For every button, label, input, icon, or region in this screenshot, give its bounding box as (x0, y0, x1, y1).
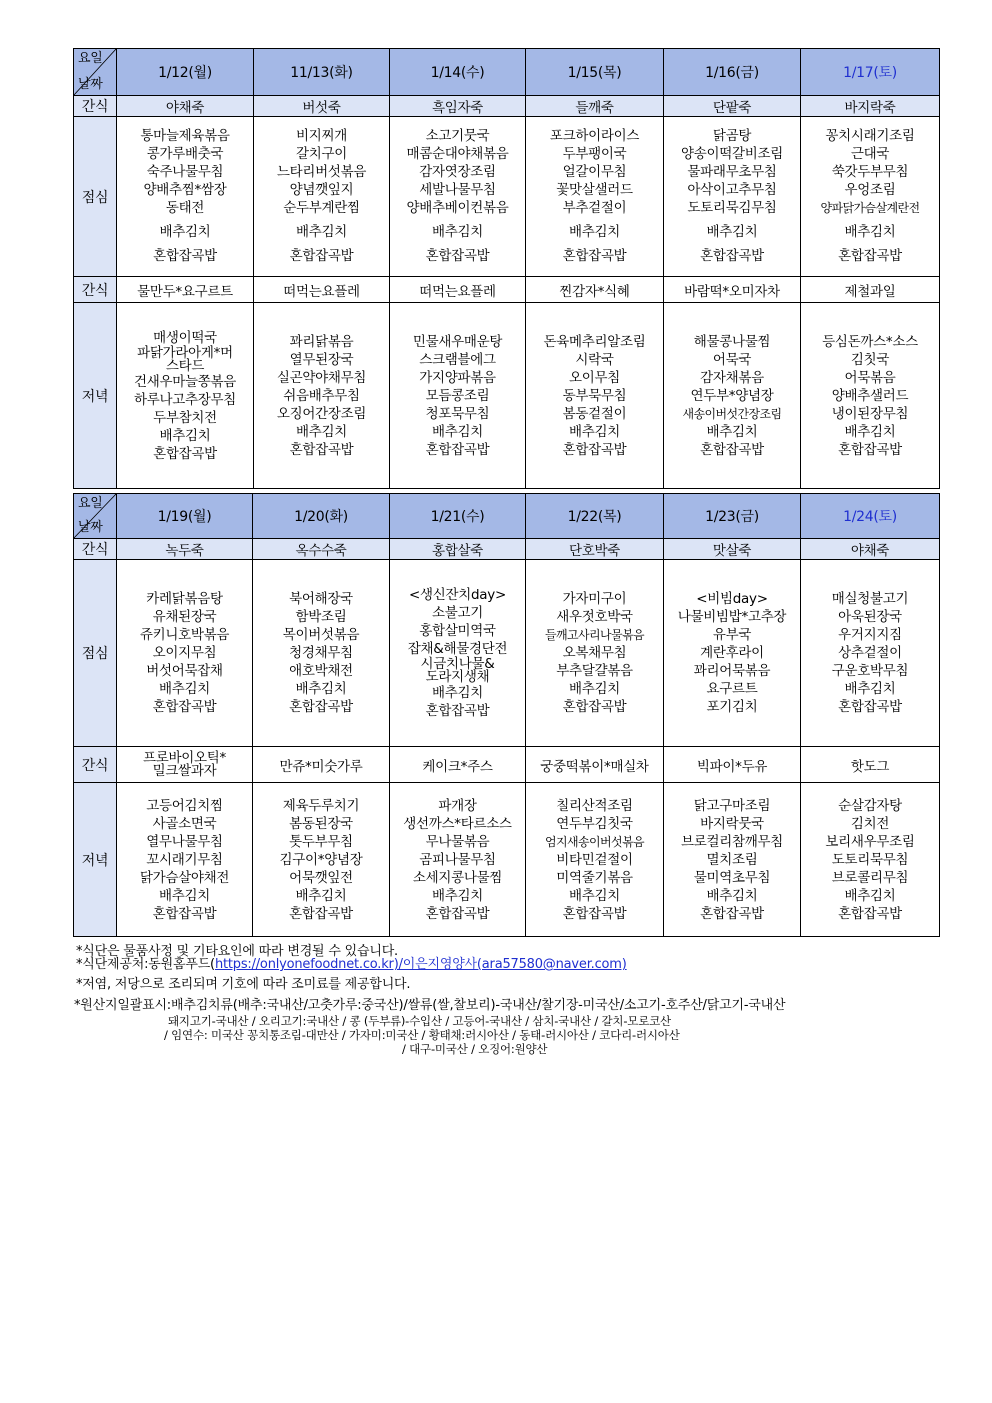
pm-snack-cell: 찐감자*식혜 (526, 277, 664, 303)
note-origin: *원산지일괄표시:배추김치류(배추:국내산/고춧가루:중국산)/쌀류(쌀,찰보리)-국내산/찰기장-미국산/소고기-호주산/닭고기-국내산 (74, 998, 786, 1013)
pm-snack-row (74, 277, 940, 303)
am-snack-cell: 야채죽 (117, 96, 254, 117)
pm-snack-cell: 제철과일 (801, 277, 940, 303)
date-header: 11/13(화) (254, 49, 390, 96)
menu-item: 봄동겉절이 (562, 405, 627, 422)
menu-item: 혼합잡곡밥 (153, 445, 217, 462)
menu-table-week-2 (73, 493, 940, 937)
menu-item: 계란후라이 (700, 645, 764, 661)
dinner-cell (117, 783, 253, 937)
menu-item: 혼합잡곡밥 (289, 247, 354, 264)
dinner-cell (526, 783, 664, 937)
menu-item: <생신잔치day> (409, 587, 506, 603)
menu-item: 오이무침 (569, 369, 620, 386)
menu-item: 두부참치전 (153, 409, 217, 426)
menu-item: 어묵깻잎전 (289, 869, 353, 886)
menu-item: 혼합잡곡밥 (562, 905, 627, 922)
menu-item: 매생이떡국 (153, 329, 217, 346)
menu-item: 브로컬리참깨무침 (681, 833, 783, 850)
menu-item: 쑥갓두부무침 (831, 163, 909, 180)
menu-item: 감자채볶음 (700, 369, 764, 386)
date-header-row (74, 494, 940, 539)
menu-item: 동부묵무침 (562, 387, 627, 404)
am-snack-cell: 옥수수죽 (253, 539, 390, 560)
menu-item: 혼합잡곡밥 (289, 905, 353, 922)
date-header-saturday: 1/17(토) (801, 49, 940, 96)
menu-item: 혼합잡곡밥 (152, 905, 217, 922)
menu-item: 양파닭가슴살계란전 (820, 200, 920, 215)
menu-item: 배추김치 (706, 423, 758, 440)
menu-item: 아욱된장국 (838, 609, 902, 625)
menu-item: 실곤약야채무침 (276, 369, 367, 386)
am-snack-cell: 들깨죽 (526, 96, 664, 117)
menu-item: 우거지지짐 (838, 627, 902, 643)
menu-item: 꽈리닭볶음 (289, 333, 354, 350)
menu-item: 열무나물무침 (146, 833, 223, 850)
corner-cell (74, 494, 117, 539)
menu-item: 부추달걀볶음 (556, 663, 633, 679)
lunch-cell (390, 117, 526, 277)
menu-item: 혼합잡곡밥 (153, 247, 217, 264)
menu-item: 북어해장국 (289, 591, 353, 607)
menu-item: 배추김치 (569, 223, 620, 240)
menu-item: 부추겉절이 (562, 199, 627, 216)
menu-item: 혼합잡곡밥 (700, 441, 764, 458)
menu-item: 배추김치 (432, 423, 483, 440)
row-label-snack: 간식 (74, 539, 117, 560)
menu-item: 가지양파볶음 (419, 369, 496, 386)
lunch-cell (253, 560, 390, 747)
menu-item: 소불고기 (432, 605, 483, 621)
date-header-saturday: 1/24(토) (801, 494, 940, 539)
row-label-lunch: 점심 (74, 117, 117, 277)
menu-item: 프로바이오틱*밀크쌀과자 (143, 749, 226, 779)
note-provider-label: *식단제공처:동원홈푸드( (76, 957, 215, 972)
menu-item: 잡채&해물경단전 (407, 641, 508, 657)
menu-item: 배추김치 (569, 681, 620, 697)
dinner-row (74, 303, 940, 489)
menu-item: 도토리묵무침 (831, 851, 909, 868)
date-header: 1/16(금) (664, 49, 801, 96)
footnotes (76, 944, 946, 1056)
date-header: 1/14(수) (390, 49, 526, 96)
menu-item: 갈치구이 (296, 145, 347, 162)
menu-item: 가자미구이 (562, 591, 627, 607)
menu-item: 애호박채전 (289, 663, 353, 679)
menu-item: 모듬콩조림 (425, 387, 490, 404)
menu-item: 청경채무침 (289, 645, 353, 661)
pm-snack-cell: 물만두*요구르트 (117, 277, 254, 303)
menu-item: 새우젓호박국 (556, 609, 633, 625)
menu-item: 연두부김칫국 (556, 815, 633, 832)
menu-item: 혼합잡곡밥 (425, 247, 490, 264)
menu-item: 세발나물무침 (419, 181, 496, 198)
menu-item: 배추김치 (295, 887, 347, 904)
menu-item: 배추김치 (432, 685, 483, 701)
corner-label-date: 날짜 (78, 520, 103, 535)
menu-item: 양송이떡갈비조림 (681, 145, 783, 162)
lunch-cell (801, 117, 940, 277)
menu-item: 혼합잡곡밥 (289, 699, 353, 715)
dinner-cell (253, 783, 390, 937)
menu-item: 고등어김치찜 (146, 797, 223, 814)
menu-item: 매실청불고기 (831, 591, 909, 607)
note-origin-cont: 돼지고기-국내산 / 오리고기:국내산 / 콩 (두부류)-수입산 / 고등어-국내산 / 삼치-국내산 / 갈치-모로코산 (168, 1014, 671, 1028)
menu-item: 생선까스*타르소스 (403, 815, 512, 832)
menu-item: 배추김치 (159, 681, 210, 697)
date-header: 1/20(화) (253, 494, 390, 539)
menu-item: 쥬키니호박볶음 (139, 627, 230, 643)
menu-item: 쉬음배추무침 (283, 387, 360, 404)
dinner-cell (664, 783, 801, 937)
menu-item: 배추김치 (569, 423, 620, 440)
menu-item: 미역줄기볶음 (556, 869, 633, 886)
dinner-cell (526, 303, 664, 489)
lunch-cell (526, 560, 664, 747)
menu-item: 시금치나물&도라지생채 (420, 656, 495, 685)
menu-item: 유채된장국 (152, 609, 217, 625)
menu-item: 혼합잡곡밥 (425, 703, 490, 719)
corner-label-date: 날짜 (78, 77, 103, 92)
date-header-row (74, 49, 940, 96)
menu-item: 새송이버섯간장조림 (682, 406, 782, 421)
menu-item: 혼합잡곡밥 (562, 699, 627, 715)
menu-item: 포기김치 (706, 699, 758, 715)
pm-snack-cell: 핫도그 (801, 747, 940, 783)
corner-label-day: 요일 (78, 51, 103, 66)
menu-item: 바지락뭇국 (700, 815, 764, 832)
menu-item: 연두부*양념장 (690, 387, 774, 404)
date-header: 1/12(월) (117, 49, 254, 96)
menu-item: 김칫국 (850, 351, 890, 368)
menu-item: 매콤순대야채볶음 (406, 145, 509, 162)
menu-item: 순두부계란찜 (283, 199, 360, 216)
menu-item: 어묵볶음 (844, 369, 896, 386)
menu-item: 배추김치 (159, 223, 211, 240)
menu-item: 오이지무침 (152, 645, 217, 661)
menu-item: 배추김치 (844, 423, 896, 440)
menu-item: 근대국 (850, 145, 890, 162)
note-origin-cont: / 대구-미국산 / 오징어:원양산 (402, 1042, 548, 1056)
menu-item: 닭가슴살야채전 (139, 869, 230, 886)
menu-item: 무나물볶음 (425, 833, 490, 850)
menu-item: 꽈리어묵볶음 (693, 663, 771, 679)
menu-item: 꼬시래기무침 (146, 851, 223, 868)
menu-item: 배추김치 (844, 223, 896, 240)
menu-item: 구운호박무침 (831, 663, 909, 679)
menu-item: 어묵국 (712, 351, 752, 368)
corner-label-day: 요일 (78, 496, 103, 511)
menu-table-week-1 (73, 48, 940, 489)
menu-item: 혼합잡곡밥 (562, 441, 627, 458)
menu-item: 배추김치 (159, 427, 211, 444)
menu-item: 돈육메추리알조림 (543, 333, 646, 350)
dinner-cell (117, 303, 254, 489)
am-snack-cell: 홍합살죽 (390, 539, 526, 560)
menu-item: 닭곰탕 (712, 127, 752, 144)
menu-item: 물미역초무침 (693, 869, 771, 886)
menu-item: 함박조림 (295, 609, 347, 625)
menu-item: 열무된장국 (289, 351, 354, 368)
menu-item: 감자엿장조림 (419, 163, 496, 180)
menu-item: 두부팽이국 (562, 145, 627, 162)
row-label-snack: 간식 (74, 747, 117, 783)
menu-item: 요구르트 (706, 681, 758, 697)
pm-snack-cell: 떠먹는요플레 (390, 277, 526, 303)
row-label-snack: 간식 (74, 277, 117, 303)
pm-snack-row (74, 747, 940, 783)
lunch-cell (664, 560, 801, 747)
provider-link[interactable]: https://onlyonefoodnet.co.kr)/이은지영양사(ara57580@naver.com) (214, 957, 627, 972)
menu-item: 배추김치 (432, 223, 483, 240)
menu-item: 청포묵무침 (425, 405, 490, 422)
menu-item: 순살감자탕 (838, 797, 902, 814)
am-snack-row (74, 96, 940, 117)
pm-snack-cell: 케이크*주스 (390, 747, 526, 783)
date-header: 1/19(월) (117, 494, 253, 539)
am-snack-cell: 흑임자죽 (390, 96, 526, 117)
menu-item: 카레닭볶음탕 (146, 591, 223, 607)
am-snack-cell: 버섯죽 (254, 96, 390, 117)
note-menu-change: *식단은 물품사정 및 기타요인에 따라 변경될 수 있습니다. (76, 944, 398, 959)
row-label-dinner: 저녁 (74, 783, 117, 937)
am-snack-cell: 녹두죽 (117, 539, 253, 560)
corner-cell (74, 49, 117, 96)
menu-item: 우엉조림 (844, 181, 896, 198)
menu-item: 사골소면국 (152, 815, 217, 832)
note-origin-cont: / 임연수: 미국산 꽁치통조림-대만산 / 가자미:미국산 / 황태채:러시아산 / 동태-러시아산 / 코다리-러시아산 (164, 1028, 680, 1042)
pm-snack-cell: 빅파이*두유 (664, 747, 801, 783)
menu-item: 꽃맛살샐러드 (556, 181, 633, 198)
lunch-cell (390, 560, 526, 747)
menu-item: 오징어간장조림 (276, 405, 367, 422)
menu-item: 배추김치 (706, 223, 758, 240)
menu-item: 혼합잡곡밥 (838, 699, 902, 715)
menu-item: 양념깻잎지 (289, 181, 354, 198)
menu-item: 동태전 (165, 199, 205, 216)
am-snack-cell: 맛살죽 (664, 539, 801, 560)
row-label-dinner: 저녁 (74, 303, 117, 489)
menu-item: 엄지새송이버섯볶음 (545, 834, 644, 849)
menu-item: 닭고구마조림 (693, 797, 771, 814)
lunch-cell (801, 560, 940, 747)
am-snack-cell: 야채죽 (801, 539, 940, 560)
menu-item: 배추김치 (295, 681, 347, 697)
menu-item: 상추겉절이 (838, 645, 902, 661)
lunch-cell (254, 117, 390, 277)
lunch-row (74, 117, 940, 277)
menu-item: 혼합잡곡밥 (838, 905, 902, 922)
menu-item: 민물새우매운탕 (412, 333, 503, 350)
menu-item: 톳두부무침 (289, 833, 353, 850)
date-header: 1/23(금) (664, 494, 801, 539)
menu-item: 김구이*양념장 (279, 851, 363, 868)
menu-item: 목이버섯볶음 (282, 627, 360, 643)
menu-item: 꽁치시래기조림 (825, 127, 915, 144)
lunch-cell (117, 117, 254, 277)
pm-snack-cell (117, 747, 253, 783)
menu-item: 제육두루치기 (282, 797, 360, 814)
menu-item: 혼합잡곡밥 (152, 699, 217, 715)
am-snack-cell: 바지락죽 (801, 96, 940, 117)
date-header: 1/21(수) (390, 494, 526, 539)
menu-item: 브로콜리무침 (831, 869, 909, 886)
pm-snack-cell: 만쥬*미숫가루 (253, 747, 390, 783)
menu-item: 보리새우무조림 (825, 833, 915, 850)
menu-item: 느타리버섯볶음 (276, 163, 367, 180)
dinner-cell (390, 303, 526, 489)
menu-item: 소고기뭇국 (425, 127, 490, 144)
lunch-cell (664, 117, 801, 277)
pm-snack-cell: 궁중떡볶이*매실차 (526, 747, 664, 783)
menu-item: 혼합잡곡밥 (425, 905, 490, 922)
am-snack-cell: 단팥죽 (664, 96, 801, 117)
menu-item: 건새우마늘쫑볶음 (134, 373, 236, 390)
menu-item: 버섯어묵잡채 (146, 663, 223, 679)
menu-item: 비지찌개 (296, 127, 347, 144)
menu-item: 배추김치 (569, 887, 620, 904)
menu-item: 소세지콩나물찜 (412, 869, 503, 886)
row-label-snack: 간식 (74, 96, 117, 117)
menu-item: <비빔day> (696, 591, 768, 607)
menu-item: 들깨고사리나물볶음 (545, 628, 644, 642)
menu-item: 도토리묵김무침 (687, 199, 777, 216)
menu-item: 아삭이고추무침 (687, 181, 777, 198)
menu-item: 혼합잡곡밥 (425, 441, 490, 458)
menu-item: 스크램블에그 (419, 351, 496, 368)
menu-item: 해물콩나물찜 (693, 333, 771, 350)
menu-item: 양배추찜*쌈장 (143, 181, 227, 198)
menu-item: 홍합살미역국 (419, 623, 496, 639)
dinner-cell (664, 303, 801, 489)
menu-item: 배추김치 (844, 681, 896, 697)
menu-item: 등심돈까스*소스 (822, 333, 918, 350)
menu-item: 칠리산적조림 (556, 797, 633, 814)
menu-item: 통마늘제육볶음 (140, 127, 230, 144)
pm-snack-cell: 떠먹는요플레 (254, 277, 390, 303)
menu-item: 파닭가라아게*머스타드 (137, 344, 233, 374)
pm-snack-cell: 바람떡*오미자차 (664, 277, 801, 303)
menu-item: 얼갈이무침 (562, 163, 627, 180)
menu-item: 곰피나물무침 (419, 851, 496, 868)
menu-item: 혼합잡곡밥 (700, 247, 764, 264)
menu-item: 비타민겉절이 (556, 851, 633, 868)
am-snack-cell: 단호박죽 (526, 539, 664, 560)
menu-item: 혼합잡곡밥 (838, 247, 902, 264)
dinner-cell (254, 303, 390, 489)
menu-item: 나물비빔밥*고추장 (677, 609, 787, 625)
menu-item: 김치전 (850, 815, 890, 832)
lunch-cell (117, 560, 253, 747)
menu-item: 양배추샐러드 (831, 387, 909, 404)
menu-item: 오복채무침 (562, 645, 627, 661)
note-provider (76, 957, 946, 973)
menu-item: 혼합잡곡밥 (838, 441, 902, 458)
menu-item: 배추김치 (844, 887, 896, 904)
menu-item: 콩가루배춧국 (146, 145, 224, 162)
menu-item: 혼합잡곡밥 (700, 905, 764, 922)
menu-item: 하루나고추장무침 (134, 391, 236, 408)
lunch-row (74, 560, 940, 747)
menu-item: 파개장 (438, 797, 477, 814)
note-low-salt: *저염, 저당으로 조리되며 기호에 따라 조미료를 제공합니다. (76, 977, 411, 992)
menu-item: 배추김치 (296, 423, 347, 440)
menu-item: 시락국 (575, 351, 614, 368)
dinner-row (74, 783, 940, 937)
dinner-cell (801, 783, 940, 937)
menu-item: 포크하이라이스 (549, 127, 640, 144)
dinner-cell (801, 303, 940, 489)
row-label-lunch: 점심 (74, 560, 117, 747)
am-snack-row (74, 539, 940, 560)
menu-item: 멸치조림 (706, 851, 758, 868)
date-header: 1/15(목) (526, 49, 664, 96)
menu-item: 유부국 (712, 627, 752, 643)
menu-item: 배추김치 (706, 887, 758, 904)
menu-item: 물파래무초무침 (687, 163, 777, 180)
date-header: 1/22(목) (526, 494, 664, 539)
menu-item: 배추김치 (432, 887, 483, 904)
dinner-cell (390, 783, 526, 937)
menu-item: 냉이된장무침 (831, 405, 909, 422)
lunch-cell (526, 117, 664, 277)
menu-item: 숙주나물무침 (146, 163, 224, 180)
menu-item: 배추김치 (159, 887, 210, 904)
menu-item: 양배추베이컨볶음 (406, 199, 509, 216)
menu-item: 배추김치 (296, 223, 347, 240)
menu-item: 혼합잡곡밥 (562, 247, 627, 264)
menu-item: 봄동된장국 (289, 815, 353, 832)
menu-item: 혼합잡곡밥 (289, 441, 354, 458)
